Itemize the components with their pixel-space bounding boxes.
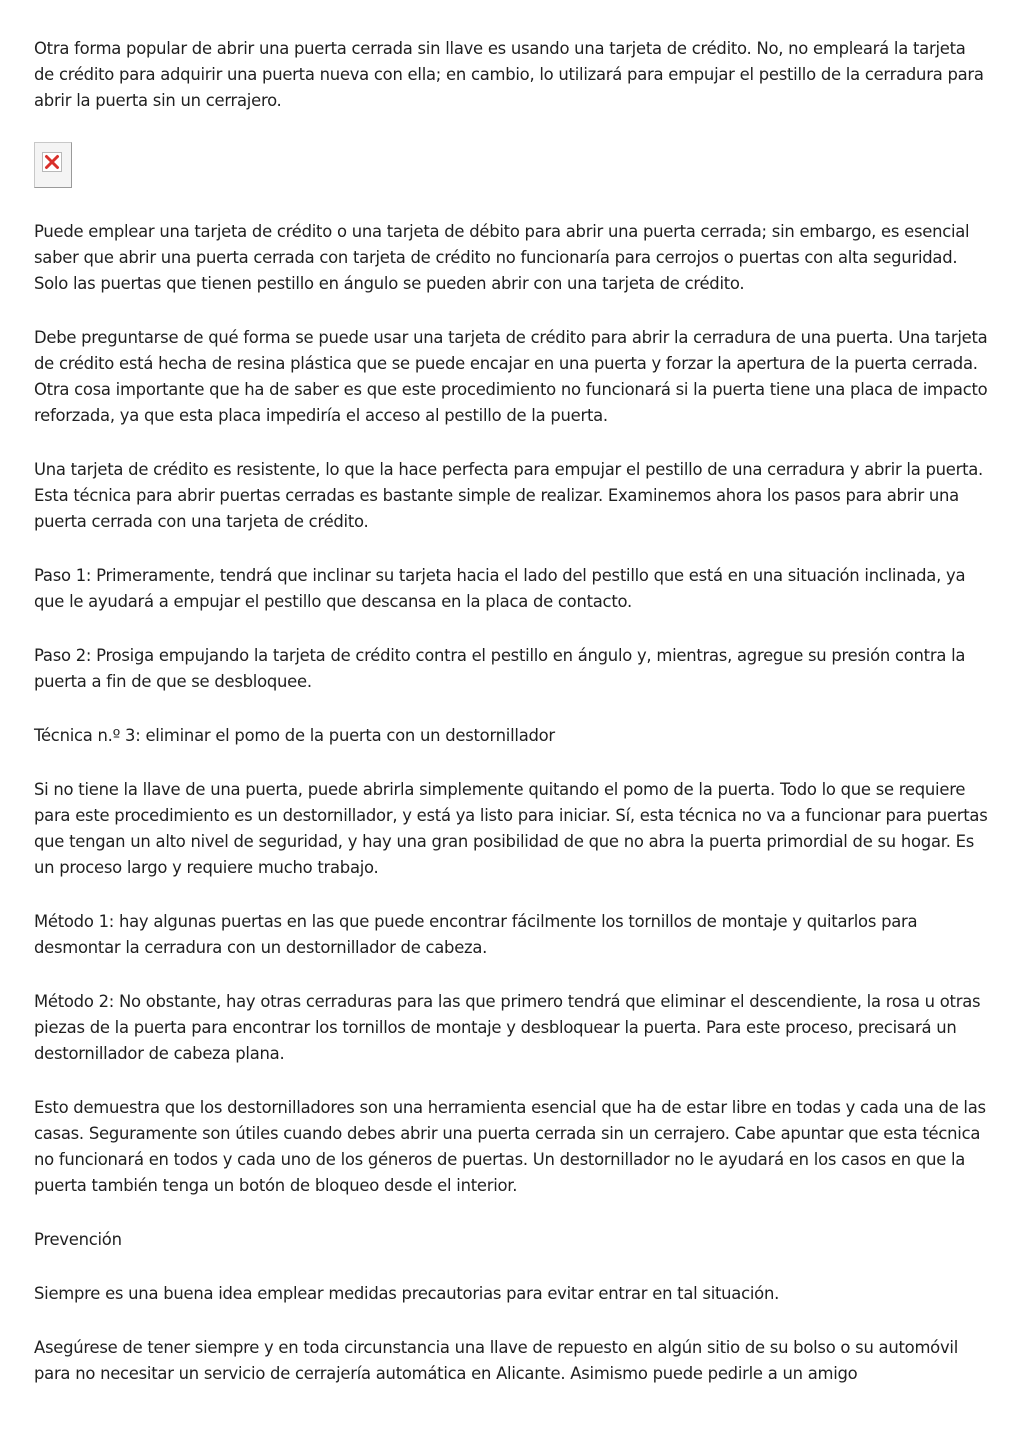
paragraph: Siempre es una buena idea emplear medidas precautorias para evitar entrar en tal situación. xyxy=(34,1284,780,1303)
paragraph: Asegúrese de tener siempre y en toda circunstancia una llave de repuesto en algún sitio de su bolso o su automóvil para no necesitar un servicio de cerrajería automática en Alicante. Asimismo puede pedirle a un amigo xyxy=(34,1338,958,1383)
method-paragraph: Método 2: No obstante, hay otras cerraduras para las que primero tendrá que eliminar el descendiente, la rosa u otras piezas de la puerta para encontrar los tornillos de montaje y desbloquear la puerta. Para este proceso, precisará un destornillador de cabeza plana. xyxy=(34,992,981,1063)
method-paragraph: Método 1: hay algunas puertas en las que puede encontrar fácilmente los tornillos de montaje y quitarlos para desmontar la cerradura con un destornillador de cabeza. xyxy=(34,912,918,957)
paragraph: Debe preguntarse de qué forma se puede usar una tarjeta de crédito para abrir la cerradura de una puerta. Una tarjeta de crédito está hecha de resina plástica que se puede encajar en una puerta y forzar la apertura de la puerta cerrada. Otra cosa importante que ha de saber es que este procedimiento no funcionará si la puerta tiene una placa de impacto reforzada, ya que esta placa impediría el acceso al pestillo de la puerta. xyxy=(34,328,988,425)
paragraph: Si no tiene la llave de una puerta, puede abrirla simplemente quitando el pomo de la puerta. Todo lo que se requiere para este procedimiento es un destornillador, y está ya listo para iniciar. Sí, esta técnica no va a funcionar para puertas que tengan un alto nivel de seguridad, y hay una gran posibilidad de que no abra la puerta primordial de su hogar. Es un proceso largo y requiere mucho trabajo. xyxy=(34,780,988,877)
step-paragraph: Paso 2: Prosiga empujando la tarjeta de crédito contra el pestillo en ángulo y, mientras, agregue su presión contra la puerta a fin de que se desbloquee. xyxy=(34,646,966,691)
paragraph: Una tarjeta de crédito es resistente, lo que la hace perfecta para empujar el pestillo de una cerradura y abrir la puerta. Esta técnica para abrir puertas cerradas es bastante simple de realizar. Examinemos ahora los pasos para abrir una puerta cerrada con una tarjeta de crédito. xyxy=(34,460,983,531)
step-paragraph: Paso 1: Primeramente, tendrá que inclinar su tarjeta hacia el lado del pestillo que está en una situación inclinada, ya que le ayudará a empujar el pestillo que descansa en la placa de contacto. xyxy=(34,566,966,611)
broken-image-placeholder xyxy=(34,142,72,188)
paragraph: Otra forma popular de abrir una puerta cerrada sin llave es usando una tarjeta de crédito. No, no empleará la tarjeta de crédito para adquirir una puerta nueva con ella; en cambio, lo utilizará para empujar el pestillo de la cerradura para abrir la puerta sin un cerrajero. xyxy=(34,39,984,110)
paragraph: Puede emplear una tarjeta de crédito o una tarjeta de débito para abrir una puerta cerrada; sin embargo, es esencial saber que abrir una puerta cerrada con tarjeta de crédito no funcionaría para cerrojos o puertas con alta seguridad. Solo las puertas que tienen pestillo en ángulo se pueden abrir con una tarjeta de crédito. xyxy=(34,222,970,293)
paragraph: Esto demuestra que los destornilladores son una herramienta esencial que ha de estar libre en todas y cada una de las casas. Seguramente son útiles cuando debes abrir una puerta cerrada sin un cerrajero. Cabe apuntar que esta técnica no funcionará en todos y cada uno de los géneros de puertas. Un destornillador no le ayudará en los casos en que la puerta también tenga un botón de bloqueo desde el interior. xyxy=(34,1098,986,1195)
section-heading: Prevención xyxy=(34,1230,122,1249)
section-heading: Técnica n.º 3: eliminar el pomo de la puerta con un destornillador xyxy=(34,726,555,745)
document-body xyxy=(34,36,990,1415)
broken-image-icon xyxy=(42,152,62,172)
